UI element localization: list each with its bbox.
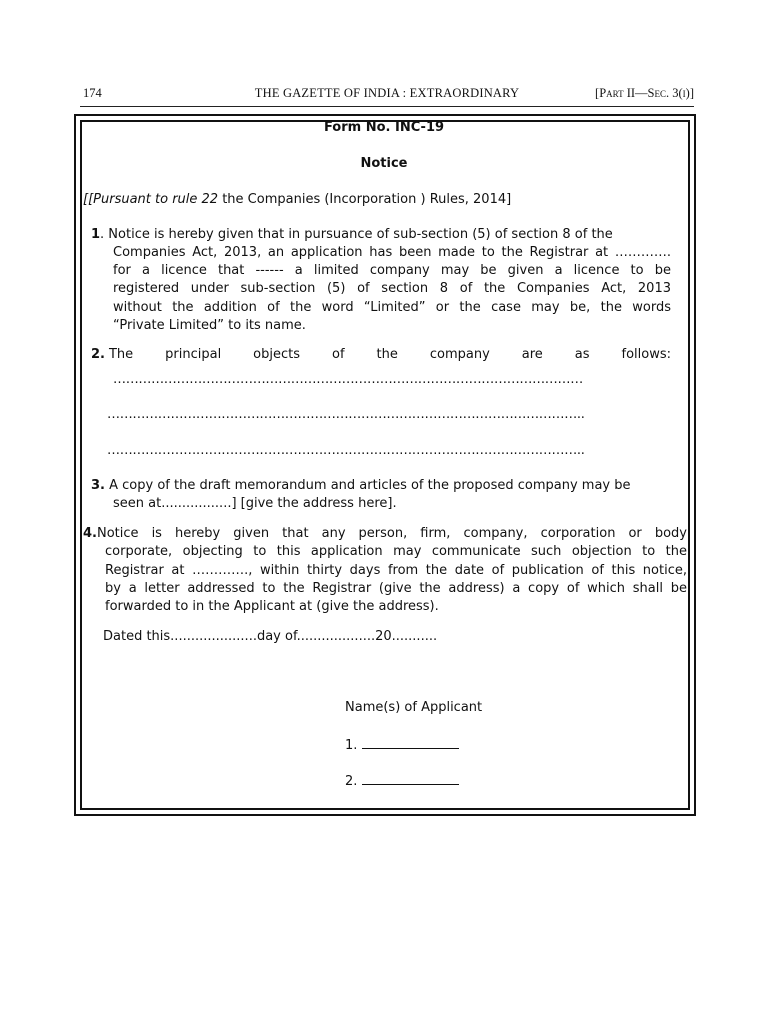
applicant-2 xyxy=(345,771,459,791)
objects-dot-line-3: ………………………………………………………………………………………………….. xyxy=(107,443,585,458)
item-3-line-2: seen at.................] [give the address here]. xyxy=(113,496,397,511)
pursuant-rest: the Companies (Incorporation ) Rules, 2014] xyxy=(218,192,512,207)
form-title: Form No. INC-19 xyxy=(323,120,445,135)
gazette-part: [Part II—Sec. 3(i)] xyxy=(595,86,694,100)
gazette-header xyxy=(80,86,694,106)
item-4-line-3: Registrar at …………., within thirty days from the date of publication of this notice, xyxy=(105,563,687,578)
item-3-number: 3. xyxy=(91,478,105,493)
gazette-title: THE GAZETTE OF INDIA : EXTRAORDINARY xyxy=(254,86,520,100)
objects-dot-line-1: ………………………………………………………………………………………………… xyxy=(113,372,583,387)
item-1-line-2: Companies Act, 2013, an application has been made to the Registrar at …………. xyxy=(113,245,671,260)
applicant-heading: Name(s) of Applicant xyxy=(345,700,483,715)
item-3-line-1 xyxy=(91,477,671,495)
applicant-1 xyxy=(345,735,459,755)
item-4-text: Notice is hereby given that any person, firm, company, corporation or body xyxy=(96,526,687,541)
pursuant-italic: [[Pursuant to rule 22 xyxy=(83,192,219,207)
item-2-intro xyxy=(91,346,671,364)
form-subtitle: Notice xyxy=(360,156,408,171)
objects-dot-line-2: ………………………………………………………………………………………………….. xyxy=(107,407,585,422)
page-number: 174 xyxy=(83,86,102,100)
item-4-line-1 xyxy=(83,525,687,543)
applicant-2-blank xyxy=(362,771,459,785)
item-1-number: 1 xyxy=(91,227,101,242)
pursuant-line xyxy=(83,191,511,209)
item-4-line-5: forwarded to in the Applicant at (give the address). xyxy=(105,599,439,614)
item-1-line-4: registered under sub-section (5) of section 8 of the Companies Act, 2013 xyxy=(113,281,671,296)
item-1-line-5: without the addition of the word “Limited” or the case may be, the words xyxy=(113,300,671,315)
item-2-number: 2. xyxy=(91,347,105,362)
header-rule xyxy=(80,106,694,107)
item-4-line-2: corporate, objecting to this application may communicate such objection to the xyxy=(105,544,687,559)
dated-line: Dated this.....................day of...................20........... xyxy=(103,629,438,644)
item-1-text: . Notice is hereby given that in pursuance of sub-section (5) of section 8 of the xyxy=(100,227,613,242)
item-4-number: 4. xyxy=(83,526,97,541)
item-3-text: A copy of the draft memorandum and articles of the proposed company may be xyxy=(104,478,631,493)
applicant-1-blank xyxy=(362,735,459,749)
item-1-line-1 xyxy=(91,226,671,244)
item-2-intro-text: The principal objects of the company are as follows: xyxy=(108,347,671,362)
item-1-line-3: for a licence that ------ a limited company may be given a licence to be xyxy=(113,263,671,278)
applicant-1-label: 1. xyxy=(345,738,358,753)
item-4-line-4: by a letter addressed to the Registrar (give the address) a copy of which shall be xyxy=(105,581,687,596)
applicant-2-label: 2. xyxy=(345,774,358,789)
item-1-line-6: “Private Limited” to its name. xyxy=(113,318,306,333)
